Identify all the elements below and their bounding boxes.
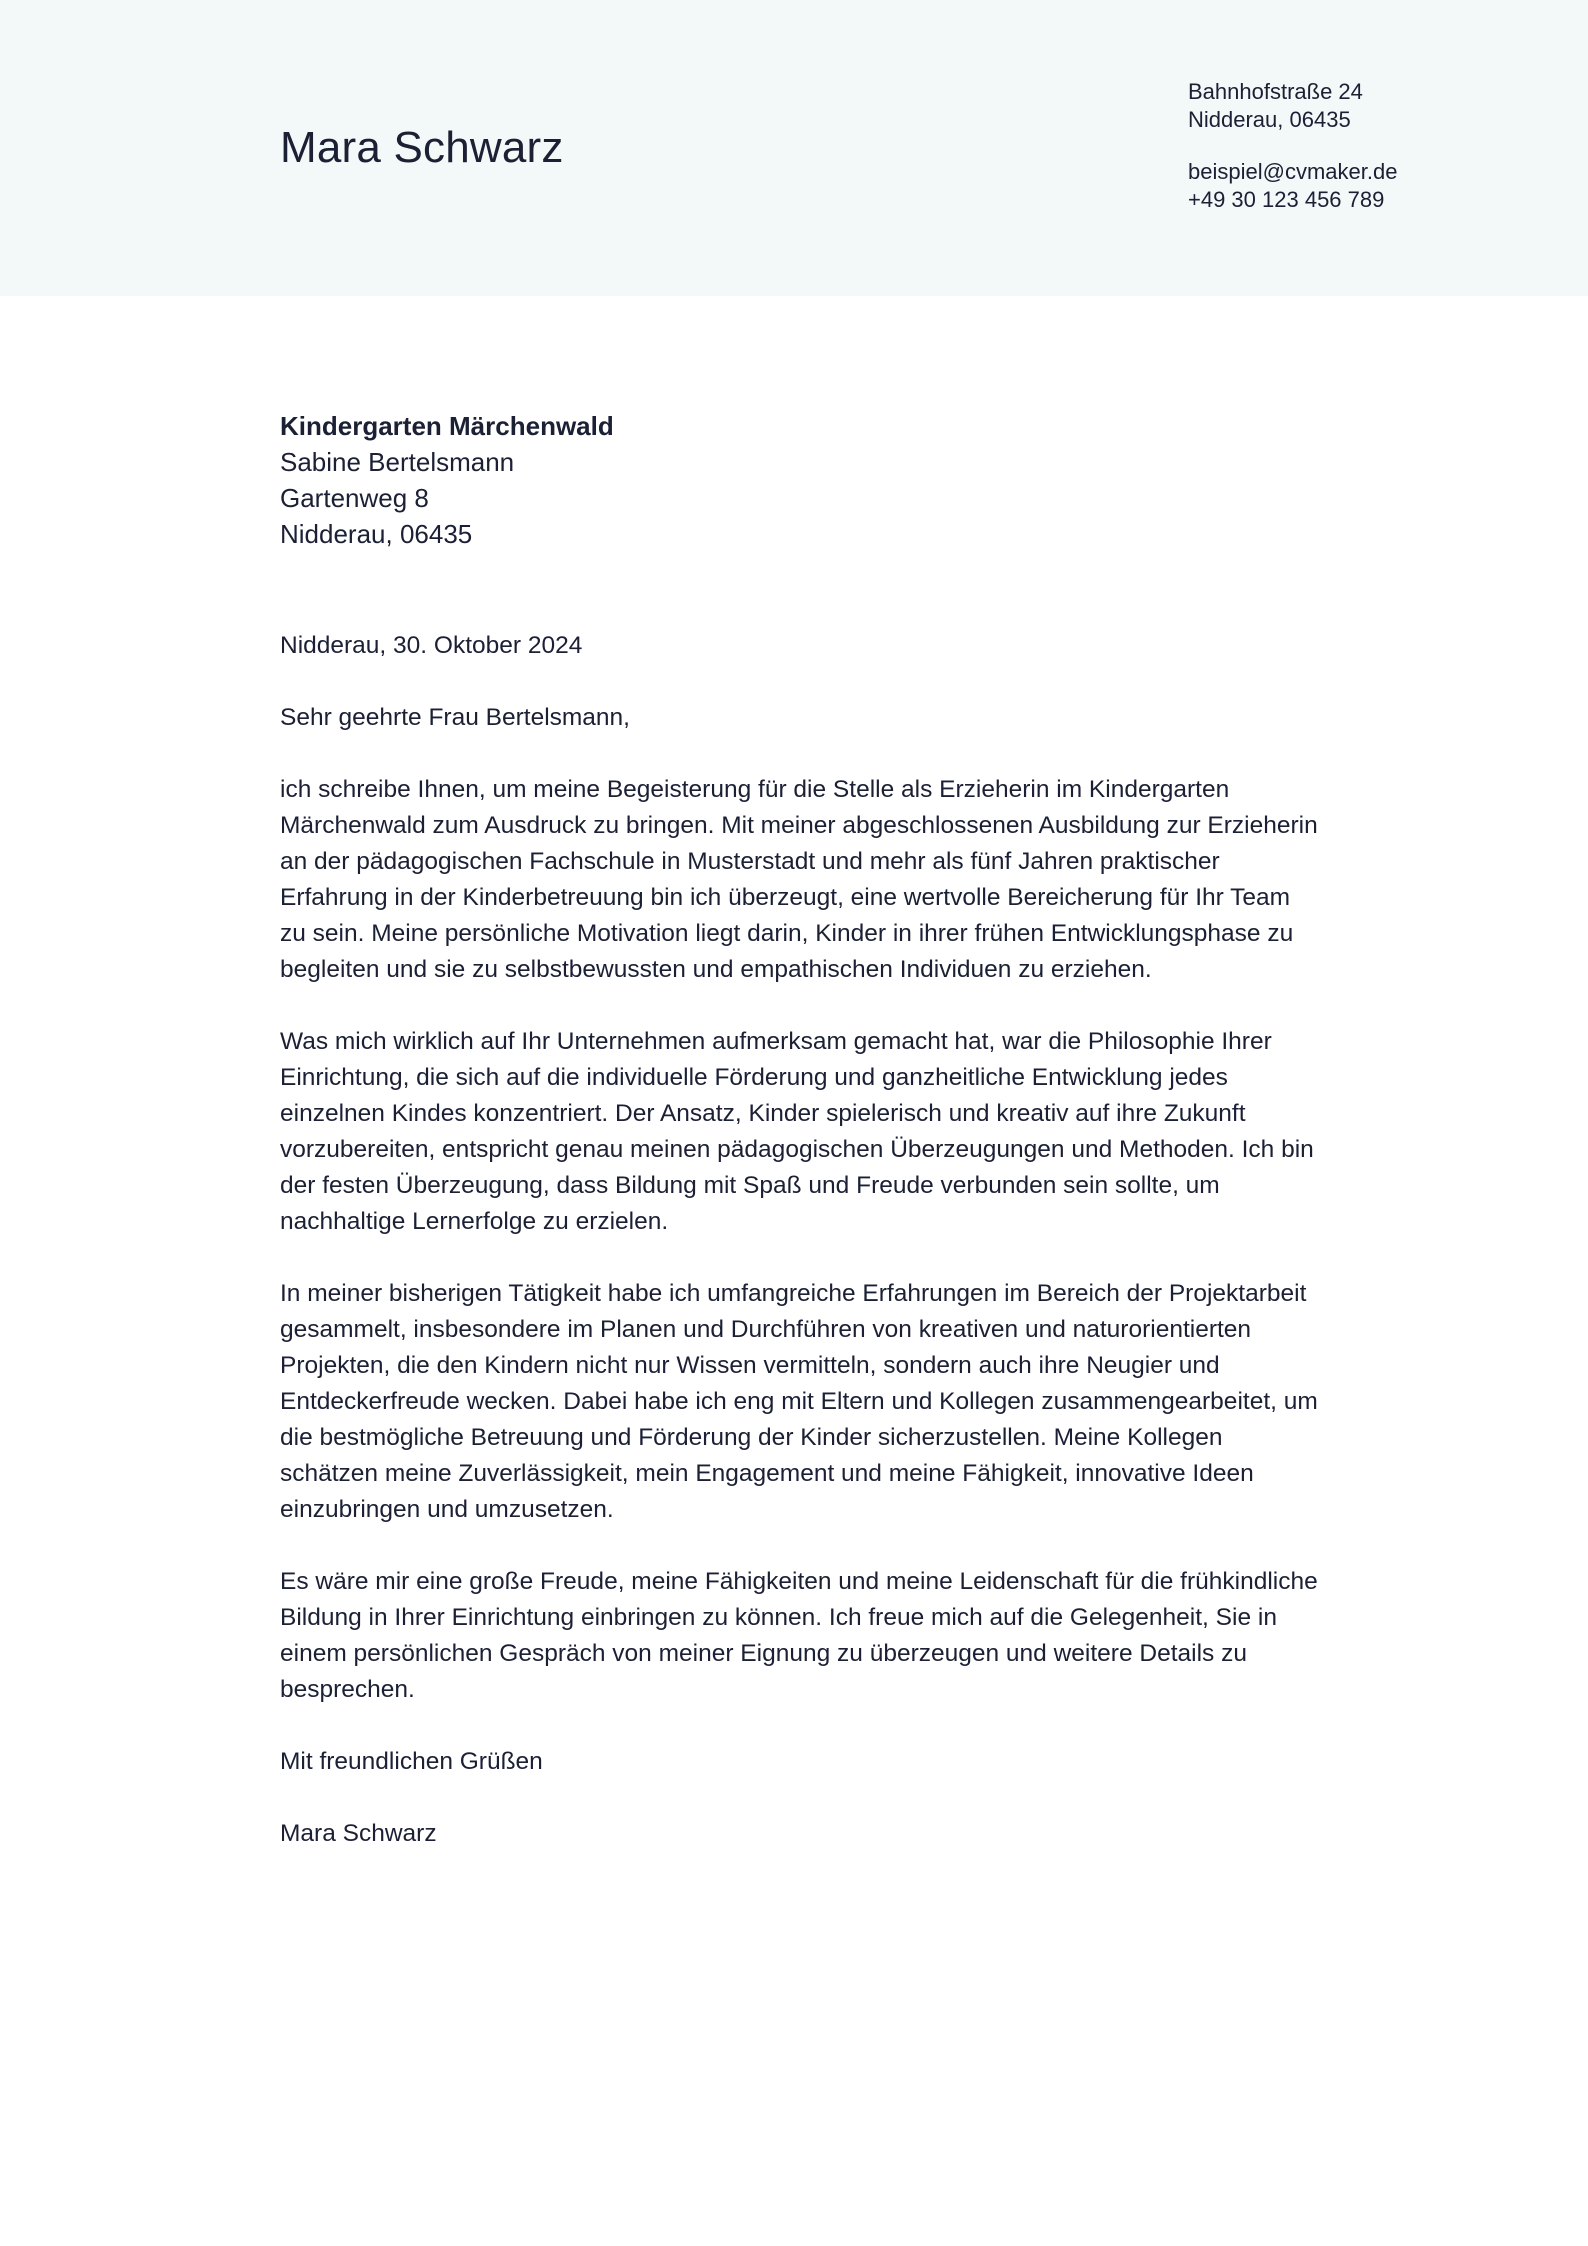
recipient-city: Nidderau, 06435: [280, 519, 473, 549]
sender-phone: +49 30 123 456 789: [1188, 187, 1385, 212]
letter-header: [0, 0, 1588, 296]
letter-paragraph-2: Was mich wirklich auf Ihr Unternehmen aufmerksam gemacht hat, war die Philosophie Ihrer Einrichtung, die sich auf die individuelle Förderung und ganzheitliche Entwicklung jedes einzelnen Kindes konzentriert. Der Ansatz, Kinder spielerisch und kreativ auf ihre Zukunft vorzubereiten, entspricht genau meinen pädagogischen Überzeugungen und Methoden. Ich bin der festen Überzeugung, dass Bildung mit Spaß und Freude verbunden sein sollte, um nachhaltige Lernerfolge zu erzielen.: [280, 1028, 1314, 1235]
letter-salutation: Sehr geehrte Frau Bertelsmann,: [280, 704, 630, 731]
letter-paragraph-3: In meiner bisherigen Tätigkeit habe ich umfangreiche Erfahrungen im Bereich der Projektarbeit gesammelt, insbesondere im Planen und Durchführen von kreativen und naturorientierten Projekten, die den Kindern nicht nur Wissen vermitteln, sondern auch ihre Neugier und Entdeckerfreude wecken. Dabei habe ich eng mit Eltern und Kollegen zusammengearbeitet, um die bestmögliche Betreuung und Förderung der Kinder sicherzustellen. Meine Kollegen schätzen meine Zuverlässigkeit, mein Engagement und meine Fähigkeit, innovative Ideen einzubringen und umzusetzen.: [280, 1280, 1318, 1523]
sender-city: Nidderau, 06435: [1188, 107, 1351, 132]
recipient-person: Sabine Bertelsmann: [280, 447, 515, 477]
sender-email: beispiel@cvmaker.de: [1188, 159, 1398, 184]
letter-date: Nidderau, 30. Oktober 2024: [280, 632, 583, 659]
contact-spacer: [1188, 134, 1397, 158]
recipient-street: Gartenweg 8: [280, 483, 429, 513]
sender-name: Mara Schwarz: [280, 123, 564, 172]
sender-contact: [1188, 78, 1397, 214]
sender-street: Bahnhofstraße 24: [1188, 79, 1363, 104]
recipient-company: Kindergarten Märchenwald: [280, 411, 614, 441]
letter-closing: Mit freundlichen Grüßen: [280, 1748, 543, 1775]
recipient-address: [280, 408, 614, 552]
letter-paragraph-1: ich schreibe Ihnen, um meine Begeisterung für die Stelle als Erzieherin im Kindergarten Märchenwald zum Ausdruck zu bringen. Mit meiner abgeschlossenen Ausbildung zur Erzieherin an der pädagogischen Fachschule in Musterstadt und mehr als fünf Jahren praktischer Erfahrung in der Kinderbetreuung bin ich überzeugt, eine wertvolle Bereicherung für Ihr Team zu sein. Meine persönliche Motivation liegt darin, Kinder in ihrer frühen Entwicklungsphase zu begleiten und sie zu selbstbewussten und empathischen Individuen zu erziehen.: [280, 776, 1318, 983]
letter-body: [280, 628, 1320, 1852]
letter-signature: Mara Schwarz: [280, 1820, 437, 1847]
letter-paragraph-4: Es wäre mir eine große Freude, meine Fähigkeiten und meine Leidenschaft für die frühkindliche Bildung in Ihrer Einrichtung einbringen zu können. Ich freue mich auf die Gelegenheit, Sie in einem persönlichen Gespräch von meiner Eignung zu überzeugen und weitere Details zu besprechen.: [280, 1568, 1318, 1703]
